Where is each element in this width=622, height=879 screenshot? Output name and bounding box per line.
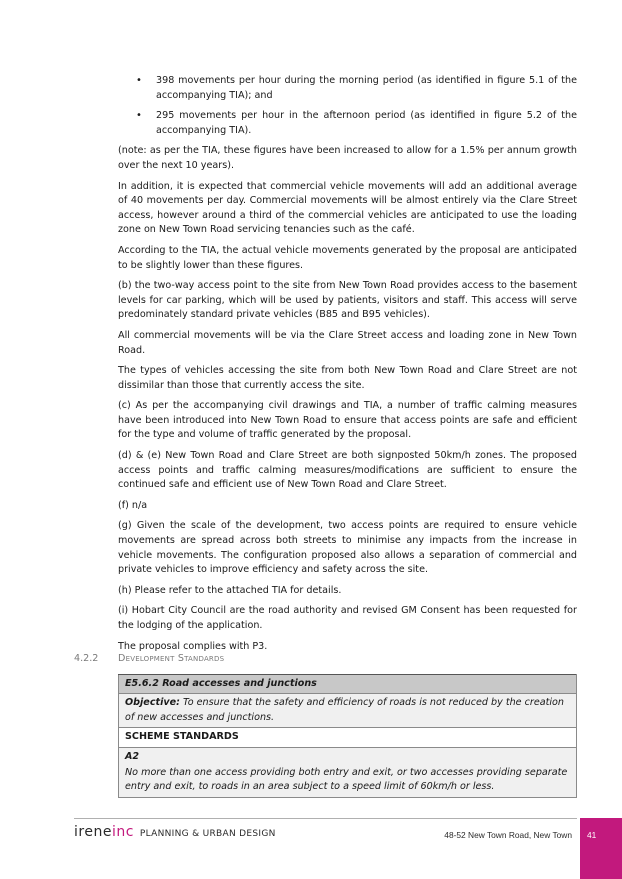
- brand-logo: [74, 823, 276, 843]
- paragraph-item-c: (c) As per the accompanying civil drawings and TIA, a number of traffic calming measures have been introduced into New Town Road to ensure that access points are safe and efficient for the type and volume of traffic generated by the proposal.: [118, 400, 577, 441]
- objective-cell: [119, 694, 577, 728]
- body-column: [118, 74, 577, 660]
- acceptable-solution-cell: [119, 747, 577, 797]
- a2-text: No more than one access providing both entry and exit, or two accesses providing separate entry and exit, to roads in an area subject to a speed limit of 60km/h or less.: [125, 767, 568, 793]
- logo-tagline: PLANNING & URBAN DESIGN: [139, 829, 276, 839]
- paragraph-item-g: (g) Given the scale of the development, two access points are required to ensure vehicle movements are spread across both streets to minimise any impacts from the increase in vehicle movements. The configuration proposed also allows a separation of commercial and private vehicles to improve efficiency and safety across the site.: [118, 520, 577, 576]
- bullet-icon: •: [136, 110, 142, 122]
- bullet-icon: •: [136, 75, 142, 86]
- paragraph-item-d-e: (d) & (e) New Town Road and Clare Street are both signposted 50km/h zones. The proposed access points and traffic calming measures/modifications are sufficient to ensure the continued safe and efficient use of New Town Road and Clare Street.: [118, 450, 577, 491]
- paragraph-item-f: (f) n/a: [118, 499, 148, 511]
- logo-irene: irene: [74, 824, 112, 840]
- bullet-item: [118, 74, 577, 103]
- paragraph-complies: The proposal complies with P3.: [118, 640, 268, 652]
- table-row: [119, 728, 577, 747]
- table-heading: E5.6.2 Road accesses and junctions: [119, 675, 577, 694]
- paragraph-note: (note: as per the TIA, these figures have been increased to allow for a 1.5% per annum growth over the next 10 years).: [118, 145, 577, 171]
- footer-divider: [74, 818, 577, 819]
- table-row: [119, 675, 577, 694]
- paragraph-commercial-access: All commercial movements will be via the Clare Street access and loading zone in New Town Road.: [118, 329, 577, 356]
- objective-label: Objective:: [125, 697, 180, 709]
- footer-address: 48-52 New Town Road, New Town: [444, 830, 572, 840]
- section-number: 4.2.2: [74, 653, 99, 664]
- bullet-text: 295 movements per hour in the afternoon period (as identified in figure 5.2 of the accompanying TIA).: [156, 110, 577, 136]
- movement-bullet-list: [118, 74, 577, 138]
- standards-table: [118, 674, 577, 798]
- logo-inc: inc: [111, 824, 134, 840]
- section-title: Development Standards: [118, 653, 225, 664]
- paragraph-commercial-movements: In addition, it is expected that commercial vehicle movements will add an additional average of 40 movements per day. Commercial movements will be almost entirely via the Clare Street access, however around a third of the commercial vehicles are anticipated to use the loading zone on New Town Road servicing tenancies such as the café.: [118, 180, 577, 236]
- page-number: 41: [587, 830, 597, 840]
- paragraph-tia-actual: According to the TIA, the actual vehicle movements generated by the proposal are anticipated to be slightly lower than these figures.: [118, 244, 577, 271]
- a2-label: A2: [125, 750, 140, 762]
- table-row: [119, 694, 577, 728]
- bullet-text: 398 movements per hour during the morning period (as identified in figure 5.1 of the accompanying TIA); and: [156, 75, 577, 101]
- paragraph-item-h: (h) Please refer to the attached TIA for details.: [118, 584, 342, 596]
- paragraph-item-i: (i) Hobart City Council are the road authority and revised GM Consent has been requested for the lodging of the application.: [118, 605, 577, 631]
- bullet-item: [118, 109, 577, 138]
- objective-text: To ensure that the safety and efficiency of roads is not reduced by the creation of new accesses and junctions.: [125, 697, 564, 723]
- scheme-standards-label: SCHEME STANDARDS: [119, 728, 577, 747]
- paragraph-vehicle-types: The types of vehicles accessing the site from both New Town Road and Clare Street are not dissimilar than those that currently access the site.: [118, 365, 577, 391]
- paragraph-item-b: (b) the two-way access point to the site from New Town Road provides access to the basement levels for car parking, which will be used by patients, visitors and staff. This access will serve predominately standard private vehicles (B85 and B95 vehicles).: [118, 280, 577, 321]
- table-row: [119, 747, 577, 797]
